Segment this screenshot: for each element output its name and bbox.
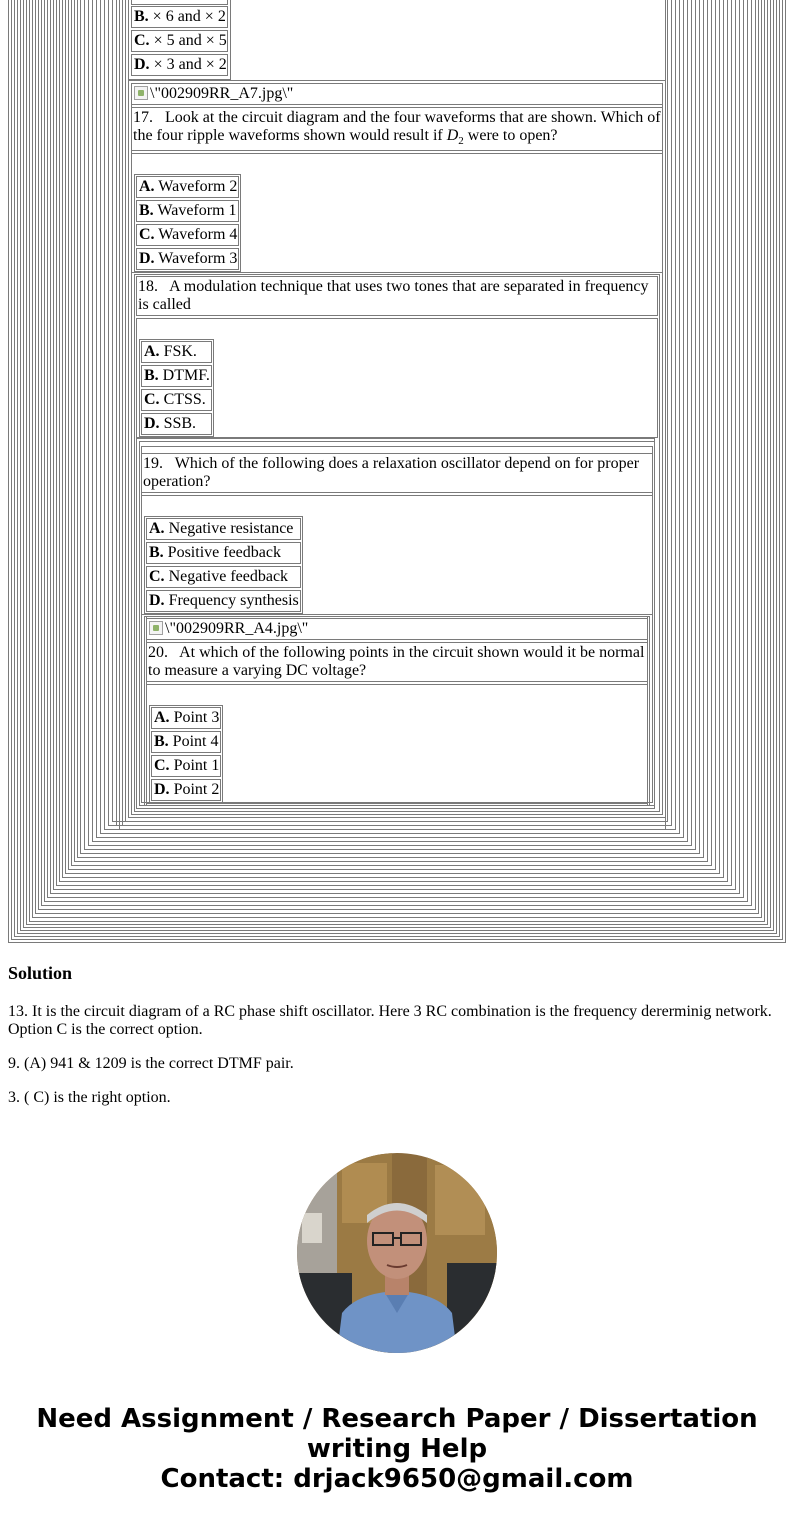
q17-option-a: A. Waveform 2 <box>136 176 239 198</box>
q19-option-a: A. Negative resistance <box>146 518 301 540</box>
q18-option-c: C. CTSS. <box>141 389 212 411</box>
tutor-photo <box>297 1153 497 1353</box>
tutor-avatar <box>297 1153 497 1353</box>
q18-options-cell <box>136 318 658 438</box>
q18-question-line1: 18. A modulation technique that uses two tones that are separated in frequency <box>138 278 649 295</box>
q17-option-c: C. Waveform 4 <box>136 224 239 246</box>
solution-paragraph-13 <box>8 1003 788 1039</box>
cta-line1: Need Assignment / Research Paper / Dissertation <box>36 1404 758 1434</box>
q17-image-placeholder: \"002909RR_A7.jpg\" <box>134 85 293 103</box>
q16-top-row <box>131 0 228 5</box>
cta-line2: writing Help <box>306 1434 488 1464</box>
q20-question-line2: to measure a varying DC voltage? <box>148 662 367 679</box>
q20-option-b: B. Point 4 <box>151 731 221 753</box>
q20-question-cell <box>146 642 648 682</box>
q18-option-b: B. DTMF. <box>141 365 212 387</box>
q18-option-a: A. FSK. <box>141 341 212 363</box>
q19-question-line2: operation? <box>143 473 211 490</box>
q19-option-b: B. Positive feedback <box>146 542 301 564</box>
q18-question-line2: is called <box>138 296 191 313</box>
solution-paragraph-3: 3. ( C) is the right option. <box>8 1089 171 1106</box>
cta-contact: Contact: drjack9650@gmail.com <box>160 1464 634 1494</box>
q17-option-d: D. Waveform 3 <box>136 248 239 270</box>
broken-image-icon <box>149 621 163 635</box>
solution-p1-line1: 13. It is the circuit diagram of a RC phase shift oscillator. Here 3 RC combination is the frequency dererminig network. <box>8 1003 772 1020</box>
q20-option-d: D. Point 2 <box>151 779 221 801</box>
q17-image-cell <box>131 83 663 105</box>
q20-option-a: A. Point 3 <box>151 707 221 729</box>
q18-question-cell <box>136 276 658 316</box>
q19-question-cell <box>141 453 653 493</box>
solution-p1-line2: Option C is the correct option. <box>8 1021 203 1038</box>
q17-option-b: B. Waveform 1 <box>136 200 239 222</box>
q19-option-d: D. Frequency synthesis <box>146 590 301 612</box>
broken-image-icon <box>134 86 148 100</box>
q19-question-line1: 19. Which of the following does a relaxation oscillator depend on for proper <box>143 455 640 472</box>
q19-option-c: C. Negative feedback <box>146 566 301 588</box>
solution-paragraph-9: 9. (A) 941 & 1209 is the correct DTMF pair. <box>8 1055 294 1072</box>
q20-image-placeholder: \"002909RR_A4.jpg\" <box>149 620 308 638</box>
solution-heading: Solution <box>8 963 73 983</box>
q17-question-line2: the four ripple waveforms shown would result if $D_2$ were to open? <box>133 127 558 148</box>
q20-question-line1: 20. At which of the following points in the circuit shown would it be normal <box>148 644 645 661</box>
q20-image-cell <box>146 618 648 640</box>
q16-option-d: D. × 3 and × 2 <box>131 54 228 76</box>
q16-option-b: B. × 6 and × 2 <box>131 6 228 28</box>
q17-question-line1: 17. Look at the circuit diagram and the four waveforms that are shown. Which of <box>133 109 661 126</box>
q20-option-c: C. Point 1 <box>151 755 221 777</box>
q18-option-d: D. SSB. <box>141 413 212 435</box>
q17-question-cell <box>131 107 663 151</box>
q16-option-c: C. × 5 and × 5 <box>131 30 228 52</box>
